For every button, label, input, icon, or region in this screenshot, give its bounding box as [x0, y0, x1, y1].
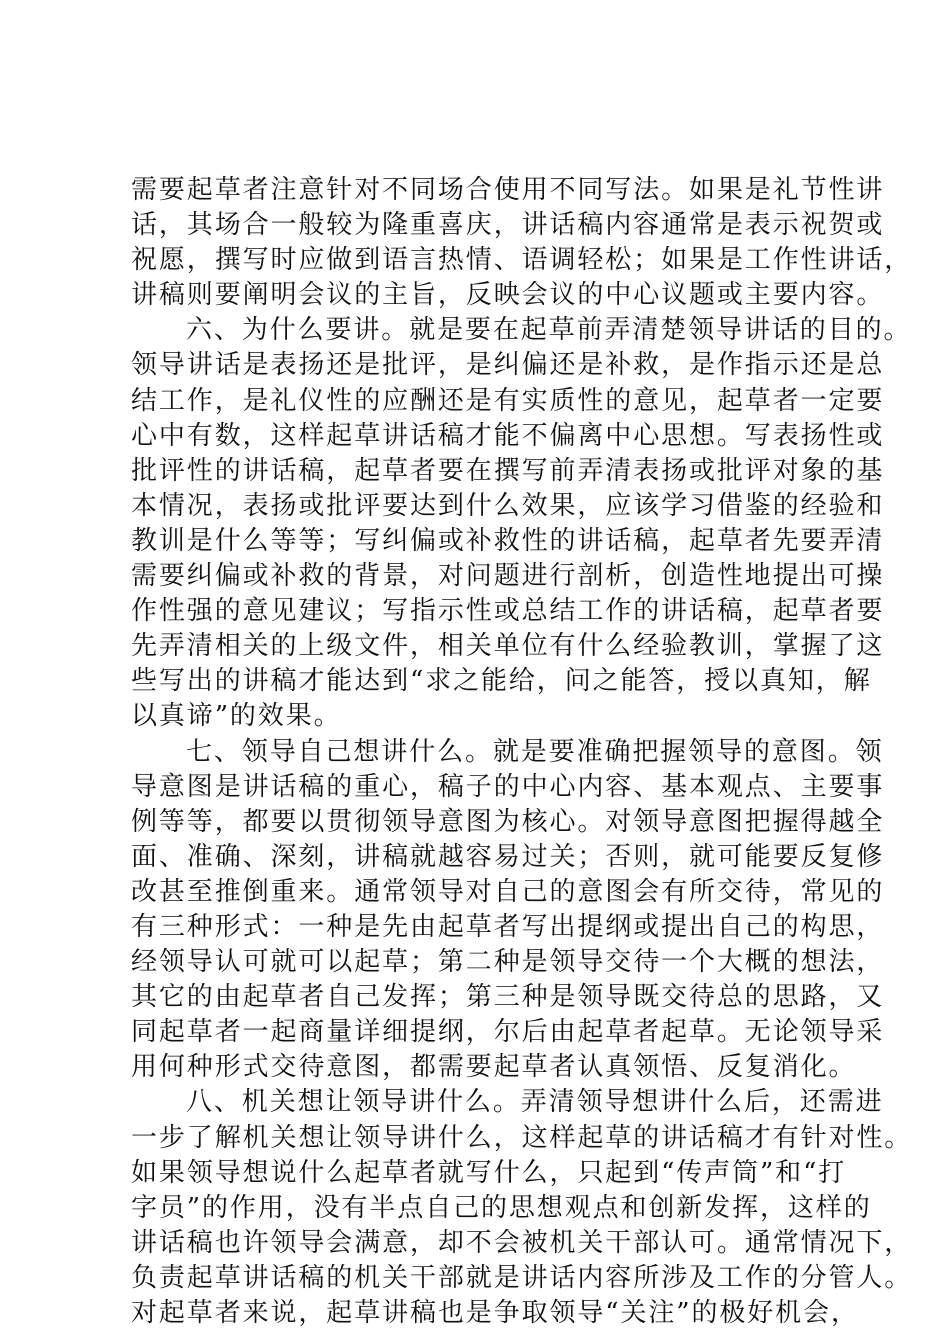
- text-line: 教训是什么等等；写纠偏或补救性的讲话稿，起草者先要弄清: [131, 525, 885, 556]
- text-line: 用何种形式交待意图，都需要起草者认真领悟、反复消化。: [131, 1052, 857, 1083]
- body-text: [131, 173, 913, 1331]
- text-line: 需要纠偏或补救的背景，对问题进行剖析，创造性地提出可操: [131, 561, 885, 592]
- text-line: 讲稿则要阐明会议的主旨，反映会议的中心议题或主要内容。: [131, 280, 885, 311]
- text-line: 面、准确、深刻，讲稿就越容易过关；否则，就可能要反复修: [131, 841, 885, 872]
- text-line: 心中有数，这样起草讲话稿才能不偏离中心思想。写表扬性或: [131, 420, 885, 451]
- text-line: 需要起草者注意针对不同场合使用不同写法。如果是礼节性讲: [131, 175, 885, 205]
- text-line: 一步了解机关想让领导讲什么，这样起草的讲话稿才有针对性。: [131, 1122, 913, 1153]
- text-line: 导意图是讲话稿的重心，稿子的中心内容、基本观点、主要事: [131, 771, 885, 802]
- text-line: 字员”的作用，没有半点自己的思想观点和创新发挥，这样的: [131, 1192, 872, 1223]
- text-line: 祝愿，撰写时应做到语言热情、语调轻松；如果是工作性讲话，: [131, 245, 913, 276]
- paragraph-8-first-line: 八、机关想让领导讲什么。弄清领导想讲什么后，还需进: [186, 1087, 884, 1118]
- text-line: 其它的由起草者自己发挥；第三种是领导既交待总的思路，又: [131, 982, 885, 1013]
- text-line: 话，其场合一般较为隆重喜庆，讲话稿内容通常是表示祝贺或: [131, 210, 885, 241]
- text-line: 先弄清相关的上级文件，相关单位有什么经验教训，掌握了这: [131, 631, 885, 662]
- text-line: 经领导认可就可以起草；第二种是领导交待一个大概的想法，: [131, 947, 885, 978]
- text-line: 改甚至推倒重来。通常领导对自己的意图会有所交待，常见的: [131, 876, 885, 907]
- text-line: 对起草者来说，起草讲稿也是争取领导“关注”的极好机会，: [131, 1298, 859, 1328]
- text-line: 例等等，都要以贯彻领导意图为核心。对领导意图把握得越全: [131, 806, 885, 837]
- text-line: 同起草者一起商量详细提纲，尔后由起草者起草。无论领导采: [131, 1017, 885, 1048]
- text-line: 如果领导想说什么起草者就写什么，只起到“传声筒”和“打: [131, 1157, 847, 1188]
- text-line: 以真谛”的效果。: [131, 701, 342, 732]
- text-line: 负责起草讲话稿的机关干部就是讲话内容所涉及工作的分管人。: [131, 1262, 913, 1293]
- text-line: 些写出的讲稿才能达到“求之能给，问之能答，授以真知，解: [131, 666, 872, 697]
- text-line: 领导讲话是表扬还是批评，是纠偏还是补救，是作指示还是总: [131, 350, 885, 381]
- text-line: 作性强的意见建议；写指示性或总结工作的讲话稿，起草者要: [131, 596, 885, 627]
- text-line: 批评性的讲话稿，起草者要在撰写前弄清表扬或批评对象的基: [131, 455, 885, 486]
- paragraph-7-first-line: 七、领导自己想讲什么。就是要准确把握领导的意图。领: [186, 736, 884, 767]
- paragraph-6-first-line: 六、为什么要讲。就是要在起草前弄清楚领导讲话的目的。: [186, 315, 912, 346]
- text-line: 结工作，是礼仪性的应酬还是有实质性的意见，起草者一定要: [131, 385, 885, 416]
- text-line: 讲话稿也许领导会满意，却不会被机关干部认可。通常情况下，: [131, 1227, 913, 1258]
- text-line: 本情况，表扬或批评要达到什么效果，应该学习借鉴的经验和: [131, 490, 885, 521]
- text-line: 有三种形式：一种是先由起草者写出提纲或提出自己的构思，: [131, 911, 885, 942]
